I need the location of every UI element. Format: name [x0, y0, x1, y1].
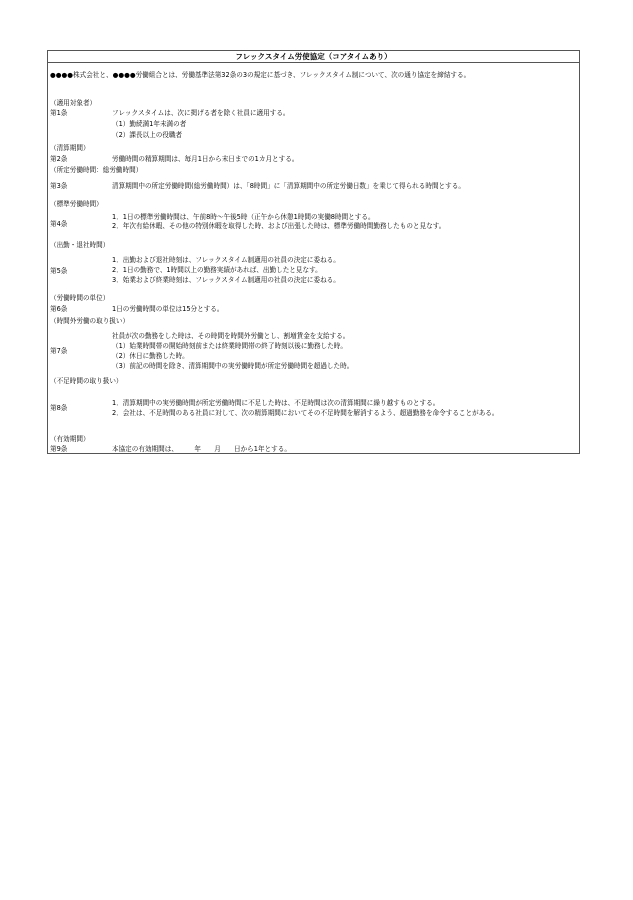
article-item: 3．始業および終業時刻は、フレックスタイム制適用の社員の決定に委ねる。 — [112, 276, 340, 284]
article-item: 1．出勤および退社時刻は、フレックスタイム制適用の社員の決定に委ねる。 — [112, 256, 340, 264]
article-number: 第2条 — [50, 155, 68, 163]
section-heading: （不足時間の取り扱い） — [50, 377, 123, 385]
article-item: 2．1日の勤務で、1時間以上の勤務実績があれば、出勤したと見なす。 — [112, 266, 322, 274]
article-number: 第9条 — [50, 445, 68, 453]
article-item: 1．清算期間中の実労働時間が所定労働時間に不足した時は、不足時間は次の清算期間に繰り越すものとする。 — [112, 399, 440, 407]
article-item: 2．会社は、不足時間のある社員に対して、次の精算期間においてその不足時間を解消するよう、超過勤務を命令することがある。 — [112, 409, 499, 417]
article-number: 第6条 — [50, 305, 68, 313]
article-number: 第4条 — [50, 220, 68, 228]
article-text: 社員が次の勤務をした時は、その時間を時間外労働とし、割増賃金を支給する。 — [112, 332, 350, 340]
section-heading: （労働時間の単位） — [50, 294, 110, 302]
document-title: フレックスタイム労使協定（コアタイムあり） — [48, 51, 579, 63]
article-number: 第5条 — [50, 267, 68, 275]
article-text: 清算期間中の所定労働時間(総労働時間）は、「8時間」に「清算期間中の所定労働日数」を乗じて得られる時間とする。 — [112, 182, 465, 190]
article-text: 本協定の有効期間は、 年 月 日から1年とする。 — [112, 445, 291, 453]
article-number: 第1条 — [50, 109, 68, 117]
section-heading: （有効期間） — [50, 435, 90, 443]
article-number: 第7条 — [50, 347, 68, 355]
section-heading: （出勤・退社時間） — [50, 241, 110, 249]
article-item: （2）課長以上の役職者 — [112, 131, 183, 139]
article-number: 第8条 — [50, 404, 68, 412]
article-text: 1日の労働時間の単位は15分とする。 — [112, 305, 224, 313]
article-item: （1）始業時間帯の開始時刻前または終業時間帯の終了時刻以後に勤務した時。 — [112, 342, 347, 350]
article-item: （2）休日に勤務した時。 — [112, 352, 189, 360]
article-item: （1）勤続満1年未満の者 — [112, 120, 187, 128]
section-heading: （清算期間） — [50, 144, 90, 152]
section-heading: （時間外労働の取り扱い） — [50, 317, 130, 325]
article-item: 1．1日の標準労働時間は、午前8時～午後5時（正午から休憩1時間の実働8時間とする。 — [112, 213, 375, 221]
article-text: 労働時間の精算期間は、毎月1日から末日までの1カ月とする。 — [112, 155, 299, 163]
article-text: フレックスタイムは、次に掲げる者を除く社員に適用する。 — [112, 109, 290, 117]
section-heading: （標準労働時間） — [50, 200, 103, 208]
article-item: （3）前記の時間を除き、清算期間中の実労働時間が所定労働時間を超過した時。 — [112, 362, 354, 370]
section-heading: （所定労働時間：総労働時間） — [50, 166, 143, 174]
article-item: 2．年次有給休暇、その他の特別休暇を取得した時、および出張した時は、標準労働時間勤務したものと見なす。 — [112, 222, 446, 230]
article-number: 第3条 — [50, 182, 68, 190]
agreement-sheet — [47, 50, 580, 454]
section-heading: （適用対象者） — [50, 99, 97, 107]
intro-text: ●●●●株式会社と、●●●●労働組合とは、労働基準法第32条の3の規定に基づき、フレックスタイム制について、次の通り協定を締結する。 — [50, 71, 471, 79]
